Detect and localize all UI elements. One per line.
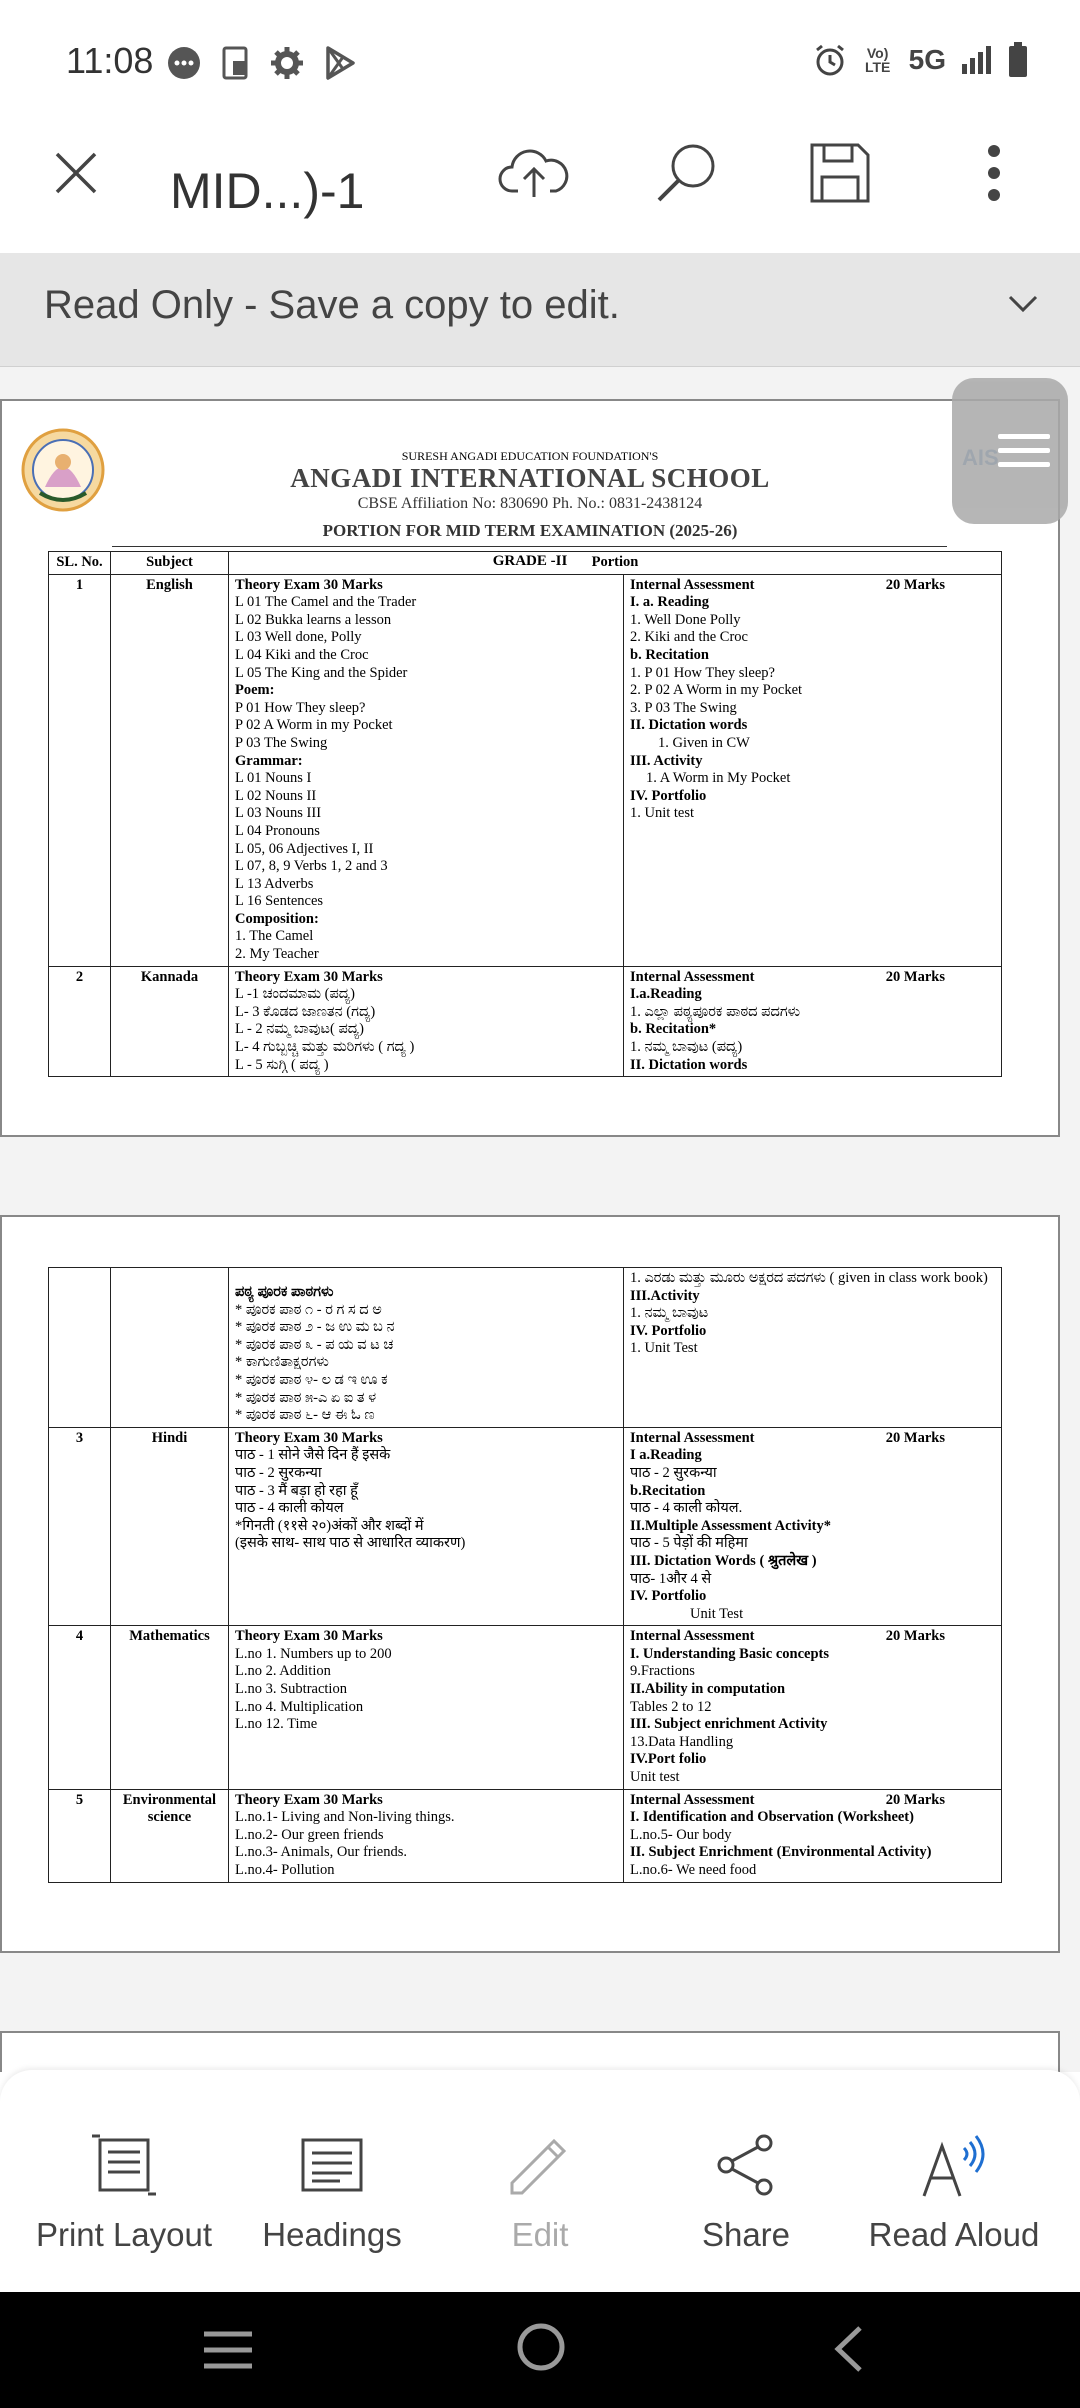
row-sl	[49, 1268, 111, 1428]
ia-marks: 20 Marks	[885, 1429, 945, 1446]
ia-line: 1. A Worm in My Pocket	[646, 770, 791, 787]
system-icons	[813, 42, 1028, 78]
chat-bubble-icon	[165, 44, 203, 82]
edit-label: Edit	[511, 2216, 569, 2253]
row-sl: 3	[49, 1427, 111, 1626]
theory-line: ಪಠ್ಯ ಪೂರಕ ಪಾಠಗಳು	[235, 1284, 334, 1300]
row-sl: 4	[49, 1626, 111, 1789]
internal-assessment-cell	[624, 1626, 1002, 1789]
grade-title: GRADE -II	[492, 553, 568, 569]
ia-line: IV. Portfolio	[630, 787, 707, 804]
theory-line: L.no.4- Pollution	[235, 1862, 335, 1878]
header-divider	[112, 546, 947, 547]
theory-line: L.no 1. Numbers up to 200	[235, 1645, 392, 1662]
theory-line: P 02 A Worm in my Pocket	[235, 717, 393, 734]
document-page-2	[0, 1215, 1060, 1953]
theory-line: L 01 The Camel and the Trader	[235, 594, 417, 611]
ia-line: III. Dictation Words ( श्रुतलेख )	[630, 1552, 817, 1569]
header-subject: Subject	[111, 552, 229, 575]
ia-title: Internal Assessment	[630, 968, 755, 985]
ia-line: I.a.Reading	[630, 986, 702, 1003]
more-options-button[interactable]	[970, 128, 1018, 218]
theory-line: 1. The Camel	[235, 928, 314, 945]
ia-line: पाठ - 4 काली कोयल.	[630, 1500, 743, 1517]
theory-line: L.no 3. Subtraction	[235, 1681, 347, 1698]
theory-line: L 13 Adverbs	[235, 875, 314, 892]
theory-line: L -1 ಚಂದಮಾಮ (ಪದ್ಯ)	[235, 986, 355, 1003]
volte-indicator: Vo) LTE	[864, 45, 891, 75]
ia-line: b. Recitation*	[630, 1021, 717, 1038]
ia-line: III. Activity	[630, 752, 703, 769]
theory-line: पाठ - 2 सुरकन्या	[235, 1464, 322, 1481]
theory-cell	[229, 966, 624, 1077]
theory-line: L.no.3- Animals, Our friends.	[235, 1844, 407, 1861]
ia-line: b. Recitation	[630, 646, 709, 663]
row-subject: Hindi	[111, 1427, 229, 1626]
chevron-down-icon[interactable]	[1006, 287, 1040, 321]
ia-line: 2. P 02 A Worm in my Pocket	[630, 682, 803, 699]
theory-line: Theory Exam 30 Marks	[235, 576, 383, 593]
bottom-action-bar	[0, 2070, 1080, 2292]
ia-line: II. Dictation words	[630, 717, 748, 734]
share-label: Share	[701, 2216, 791, 2253]
ia-line: 1. Well Done Polly	[630, 611, 741, 628]
search-icon	[653, 140, 719, 206]
ia-line: I. a. Reading	[630, 594, 709, 611]
theory-line: L - 2 ನಮ್ಮ ಬಾವುಟ( ಪದ್ಯ)	[235, 1021, 364, 1038]
theory-line: L- 4 ಗುಬ್ಬಚ್ಚಿ ಮತ್ತು ಮರಿಗಳು ( ಗದ್ಯ )	[235, 1039, 415, 1056]
ia-line: 1. Unit Test	[630, 1340, 698, 1357]
theory-line: L 01 Nouns I	[235, 770, 312, 787]
theory-cell	[229, 1789, 624, 1882]
theory-line: Theory Exam 30 Marks	[235, 1429, 383, 1446]
edit-button[interactable]	[432, 2120, 648, 2254]
ia-line: II. Subject Enrichment (Environmental Activity)	[630, 1844, 932, 1861]
table-row	[49, 1626, 1002, 1789]
ia-title: Internal Assessment	[630, 576, 755, 593]
theory-line: * ಪೂರಕ ಪಾಠ ೫-ಎ ಏ ಐ ತ ಳ	[235, 1389, 377, 1406]
play-store-icon	[323, 45, 357, 81]
print-layout-label: Print Layout	[35, 2216, 213, 2253]
ia-line: 1. Given in CW	[658, 734, 750, 751]
share-button[interactable]	[638, 2120, 854, 2254]
ia-marks: 20 Marks	[885, 1791, 945, 1808]
row-sl: 1	[49, 574, 111, 966]
table-header-row	[49, 552, 1002, 575]
ia-line: III. Subject enrichment Activity	[630, 1716, 828, 1733]
ia-line: IV. Portfolio	[630, 1588, 707, 1605]
ia-line: b.Recitation	[630, 1482, 706, 1499]
theory-line: पाठ - 1 सोने जैसे दिन हैं इसके	[235, 1447, 391, 1464]
row-subject: Mathematics	[111, 1626, 229, 1789]
gear-icon	[269, 45, 305, 81]
ia-header	[630, 1792, 995, 1810]
ia-line: 13.Data Handling	[630, 1733, 734, 1750]
cloud-upload-icon	[498, 145, 570, 201]
document-page-3	[0, 2031, 1060, 2072]
theory-line: Grammar:	[235, 752, 303, 769]
ia-header	[630, 969, 995, 987]
theory-line: L.no 4. Multiplication	[235, 1698, 364, 1715]
theory-line: L 03 Nouns III	[235, 805, 322, 822]
row-subject: Environmental science	[111, 1789, 229, 1882]
ia-line: 1. ಎಲ್ಲಾ ಪಠ್ಯಪೂರಕ ಪಾಠದ ಪದಗಳು	[630, 1003, 801, 1020]
ia-line: II.Multiple Assessment Activity*	[630, 1517, 831, 1534]
row-subject: English	[111, 574, 229, 966]
ia-line: पाठ- 1और 4 से	[630, 1570, 712, 1587]
theory-line: *गिनती (११से २०)अंकों और शब्दों में	[235, 1517, 424, 1534]
ia-line: पाठ - 2 सुरकन्या	[630, 1464, 717, 1481]
system-navigation-bar	[0, 2292, 1080, 2408]
ia-line: Unit Test	[690, 1605, 744, 1622]
school-affiliation: CBSE Affiliation No: 830690 Ph. No.: 0831-2438124	[357, 495, 703, 512]
alarm-icon	[813, 43, 847, 77]
ia-marks: 20 Marks	[885, 968, 945, 985]
read-only-message: Read Only - Save a copy to edit.	[44, 283, 620, 327]
signal-icon	[960, 44, 994, 76]
ia-line: 9.Fractions	[630, 1663, 695, 1680]
ia-line: 1. P 01 How They sleep?	[630, 664, 775, 681]
ia-line: 1. ನಮ್ಮ ಬಾವುಟ	[630, 1305, 709, 1322]
portion-table-page-1	[48, 551, 1002, 1077]
print-layout-button[interactable]	[16, 2120, 232, 2254]
document-title: MID...)-1	[170, 163, 365, 219]
internal-assessment-cell	[624, 1427, 1002, 1626]
theory-line: L 04 Kiki and the Croc	[235, 646, 369, 663]
ia-line: Unit test	[630, 1769, 680, 1786]
ia-title: Internal Assessment	[630, 1628, 755, 1645]
status-time: 11:08	[66, 40, 154, 81]
ia-line: 1. ನಮ್ಮ ಬಾವುಟ (ಪದ್ಯ)	[630, 1039, 743, 1056]
theory-line: Theory Exam 30 Marks	[235, 1628, 383, 1645]
close-button[interactable]	[44, 128, 108, 218]
theory-line: Composition:	[235, 910, 319, 927]
portion-title: PORTION FOR MID TERM EXAMINATION (2025-26)	[322, 521, 738, 540]
theory-line: L 03 Well done, Polly	[235, 629, 362, 646]
theory-line: * ಪೂರಕ ಪಾಠ ೨ - ಜ ಉ ಮ ಬ ನ	[235, 1319, 395, 1336]
theory-line: P 01 How They sleep?	[235, 699, 366, 716]
read-aloud-button[interactable]	[846, 2120, 1062, 2254]
theory-line: L.no.1- Living and Non-living things.	[235, 1809, 455, 1826]
theory-cell	[229, 1427, 624, 1626]
theory-cell	[229, 574, 624, 966]
table-row	[49, 574, 1002, 966]
ia-line: IV.Port folio	[630, 1751, 707, 1768]
internal-assessment-cell	[624, 1789, 1002, 1882]
table-row	[49, 1268, 1002, 1428]
header-sl: SL. No.	[49, 552, 111, 575]
row-subject: Kannada	[111, 966, 229, 1077]
ia-line: 1. ಎರಡು ಮತ್ತು ಮೂರು ಅಕ್ಷರದ ಪದಗಳು ( given in class work book)	[630, 1270, 988, 1286]
table-row	[49, 1427, 1002, 1626]
scroll-handle[interactable]	[952, 378, 1068, 524]
ia-marks: 20 Marks	[885, 1628, 945, 1645]
cloud-upload-button[interactable]	[494, 128, 574, 218]
print-layout-icon	[90, 2134, 158, 2196]
close-icon	[53, 150, 99, 196]
search-button[interactable]	[648, 128, 724, 218]
read-only-banner[interactable]	[0, 253, 1080, 367]
internal-assessment-cell	[624, 574, 1002, 966]
ia-line: Tables 2 to 12	[630, 1698, 712, 1715]
foundation-name: SURESH ANGADI EDUCATION FOUNDATION'S	[401, 449, 659, 463]
theory-line: (इसके साथ- साथ पाठ से आधारित व्याकरण)	[235, 1535, 466, 1552]
home-icon[interactable]	[516, 2322, 566, 2372]
pencil-icon	[508, 2133, 572, 2197]
theory-line: P 03 The Swing	[235, 734, 328, 751]
ia-line: I. Understanding Basic concepts	[630, 1645, 829, 1662]
ia-line: 1. Unit test	[630, 805, 695, 822]
theory-line: L - 5 ಸುಗ್ಗಿ ( ಪದ್ಯ )	[235, 1056, 329, 1073]
ia-line: 2. Kiki and the Croc	[630, 629, 748, 646]
theory-line: L 05, 06 Adjectives I, II	[235, 840, 374, 857]
theory-line: पाठ - 4 काली कोयल	[235, 1500, 344, 1517]
recent-apps-icon[interactable]	[202, 2328, 254, 2372]
theory-line: L.no 12. Time	[235, 1716, 318, 1733]
theory-cell	[229, 1268, 624, 1428]
ia-line: IV. Portfolio	[630, 1322, 707, 1339]
document-page-1	[0, 399, 1060, 1137]
ia-line: पाठ - 5 पेड़ों की महिमा	[630, 1535, 748, 1552]
table-row	[49, 966, 1002, 1077]
row-sl: 5	[49, 1789, 111, 1882]
save-icon	[808, 141, 872, 205]
ia-header	[630, 1430, 995, 1448]
theory-cell	[229, 1626, 624, 1789]
ia-line: I. Identification and Observation (Worksheet)	[630, 1809, 914, 1826]
theory-line: L 04 Pronouns	[235, 822, 320, 839]
row-subject	[111, 1268, 229, 1428]
ia-title: Internal Assessment	[630, 1429, 755, 1446]
ia-line: I a.Reading	[630, 1447, 702, 1464]
internal-assessment-cell	[624, 1268, 1002, 1428]
network-type: 5G	[908, 44, 946, 75]
theory-line: L 05 The King and the Spider	[235, 664, 408, 681]
ia-header	[630, 577, 995, 595]
theory-line: पाठ - 3 मैं बड़ा हो रहा हूँ	[235, 1482, 358, 1499]
theory-line: Theory Exam 30 Marks	[235, 1791, 383, 1808]
document-scan-icon	[221, 45, 251, 81]
theory-line: L 16 Sentences	[235, 893, 324, 910]
ia-line: L.no.6- We need food	[630, 1862, 757, 1878]
theory-line: L 07, 8, 9 Verbs 1, 2 and 3	[235, 858, 388, 875]
theory-line: * ಕಾಗುಣಿತಾಕ್ಷರಗಳು	[235, 1354, 329, 1371]
theory-line: L- 3 ಕೊಡದ ಜಾಣತನ (ಗದ್ಯ)	[235, 1003, 376, 1020]
theory-line: * ಪೂರಕ ಪಾಠ ೬- ಆ ಈ ಓ ಣ	[235, 1407, 375, 1424]
theory-line: L.no.2- Our green friends	[235, 1826, 384, 1843]
table-row	[49, 1789, 1002, 1882]
theory-line: 2. My Teacher	[235, 946, 319, 963]
ia-marks: 20 Marks	[885, 576, 945, 593]
share-icon	[714, 2133, 778, 2197]
app-toolbar	[0, 128, 1080, 253]
ia-line: II. Dictation words	[630, 1056, 748, 1073]
portion-table-page-2	[48, 1267, 1002, 1883]
more-vertical-icon	[984, 143, 1004, 203]
ia-line: III.Activity	[630, 1287, 700, 1304]
theory-line: * ಪೂರಕ ಪಾಠ ೧ - ರ ಗ ಸ ದ ಅ	[235, 1301, 382, 1318]
battery-icon	[1008, 42, 1028, 78]
theory-line: * ಪೂರಕ ಪಾಠ ೩ - ಪ ಯ ವ ಟ ಚ	[235, 1336, 394, 1353]
theory-line: L.no 2. Addition	[235, 1663, 331, 1680]
back-icon[interactable]	[830, 2324, 866, 2374]
theory-line: Poem:	[235, 682, 275, 699]
read-aloud-icon	[918, 2130, 990, 2200]
ia-line: 3. P 03 The Swing	[630, 699, 737, 716]
theory-line: * ಪೂರಕ ಪಾಠ ೪- ಲ ಡ ಇ ಊ ಕ	[235, 1371, 388, 1388]
read-aloud-label: Read Aloud	[868, 2216, 1040, 2253]
ia-title: Internal Assessment	[630, 1791, 755, 1808]
headings-icon	[300, 2137, 364, 2193]
headings-label: Headings	[262, 2216, 402, 2253]
row-sl: 2	[49, 966, 111, 1077]
save-button[interactable]	[800, 128, 880, 218]
ia-line: II.Ability in computation	[630, 1681, 786, 1698]
internal-assessment-cell	[624, 966, 1002, 1077]
school-name: ANGADI INTERNATIONAL SCHOOL	[290, 463, 770, 493]
theory-line: L 02 Bukka learns a lesson	[235, 611, 392, 628]
status-bar	[0, 0, 1080, 128]
theory-line: Theory Exam 30 Marks	[235, 968, 383, 985]
notification-icons	[165, 44, 357, 82]
ia-header	[630, 1628, 995, 1646]
document-viewer[interactable]	[0, 367, 1080, 2072]
theory-line: L 02 Nouns II	[235, 787, 317, 804]
ia-line: L.no.5- Our body	[630, 1826, 732, 1843]
headings-button[interactable]	[224, 2120, 440, 2254]
header-portion: Portion	[229, 552, 1002, 575]
